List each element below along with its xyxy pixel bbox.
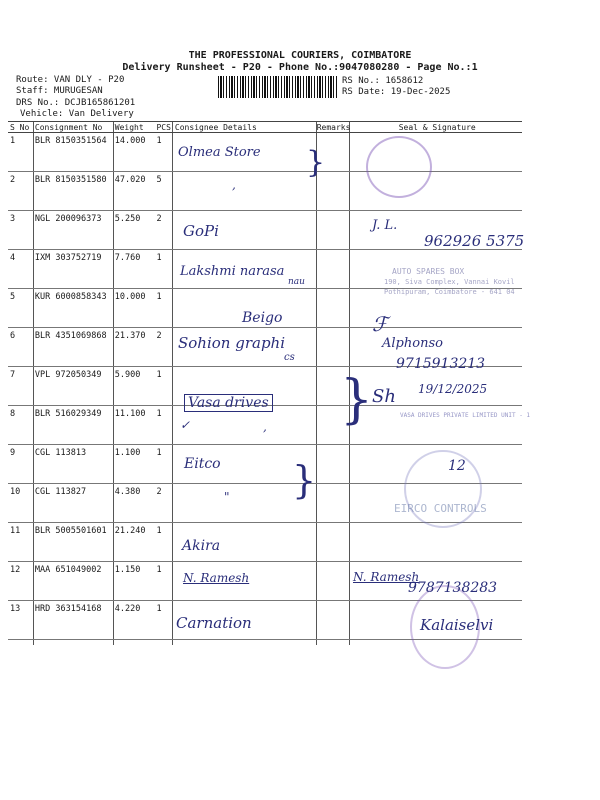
- pcs: 2: [154, 211, 172, 250]
- ditto-mark: ,: [232, 178, 236, 192]
- round-stamp: [366, 136, 432, 198]
- col-consignee: Consignee Details: [173, 122, 315, 133]
- handwritten-signature: ℱ: [372, 312, 388, 336]
- handwritten-brace: }: [340, 370, 374, 430]
- consignment-no: MAA 651049002: [33, 562, 113, 601]
- sno: 12: [8, 562, 33, 601]
- handwritten-consignee: Beigo: [242, 310, 283, 326]
- stamp-text: 190, Siva Complex, Vannai Kovil: [384, 278, 515, 286]
- weight: 5.250: [113, 211, 155, 250]
- company-title: THE PROFESSIONAL COURIERS, COIMBATORE: [188, 50, 412, 61]
- ditto-mark: ,: [263, 420, 267, 434]
- sno: 8: [8, 406, 33, 445]
- consignment-no: BLR 4351069868: [33, 328, 113, 367]
- handwritten-consignee: GoPi: [183, 222, 219, 240]
- round-stamp: [404, 450, 482, 528]
- pcs: 1: [154, 523, 172, 562]
- consignment-no: BLR 8150351564: [33, 133, 113, 172]
- consignment-no: CGL 113827: [33, 484, 113, 523]
- handwritten-consignee: Sohion graphi: [178, 334, 285, 352]
- handwritten-signature: N. Ramesh: [353, 570, 420, 584]
- weight: 47.020: [113, 172, 155, 211]
- handwritten-phone: 9715913213: [396, 356, 486, 372]
- table-row: [8, 133, 522, 172]
- handwritten-signature: Alphonso: [382, 336, 443, 351]
- staff-label: Staff: MURUGESAN: [16, 86, 103, 96]
- sno: 5: [8, 289, 33, 328]
- sno: 4: [8, 250, 33, 289]
- handwritten-date: 19/12/2025: [418, 382, 488, 396]
- col-pcs: PCS: [156, 122, 171, 132]
- weight: 4.380: [113, 484, 155, 523]
- runsheet-subtitle: Delivery Runsheet - P20 - Phone No.:9047080280 - Page No.:1: [122, 62, 478, 73]
- rs-date: RS Date: 19-Dec-2025: [342, 87, 451, 97]
- sno: 10: [8, 484, 33, 523]
- pcs: 1: [154, 289, 172, 328]
- stamp-text: AUTO SPARES BOX: [392, 267, 465, 276]
- consignment-no: NGL 200096373: [33, 211, 113, 250]
- sno: 9: [8, 445, 33, 484]
- stamp-text: VASA DRIVES PRIVATE LIMITED UNIT - 1: [400, 412, 531, 419]
- col-weight: Weight: [113, 122, 155, 133]
- weight: 4.220: [113, 601, 155, 640]
- col-sno: S No: [8, 122, 33, 133]
- handwritten-signature: Sh: [372, 386, 396, 407]
- consignment-no: VPL 972050349: [33, 367, 113, 406]
- handwritten-consignee: Carnation: [176, 614, 252, 632]
- sno: 3: [8, 211, 33, 250]
- weight: 1.100: [113, 445, 155, 484]
- col-remarks: Remarks: [316, 122, 351, 132]
- pcs: 1: [154, 406, 172, 445]
- col-seal: Seal & Signature: [352, 122, 522, 133]
- handwritten-consignee: Vasa drives: [184, 394, 273, 412]
- barcode: [218, 76, 338, 98]
- rs-number: RS No.: 1658612: [342, 76, 424, 86]
- weight: 11.100: [113, 406, 155, 445]
- handwritten-brace: }: [306, 145, 326, 180]
- drs-label: DRS No.: DCJB165861201: [16, 98, 136, 108]
- weight: 1.150: [113, 562, 155, 601]
- pcs: 5: [154, 172, 172, 211]
- stamp-text: EIRCO CONTROLS: [394, 502, 487, 515]
- pcs: 2: [154, 328, 172, 367]
- vehicle-label: Vehicle: Van Delivery: [20, 109, 134, 119]
- runsheet-table: [8, 121, 525, 640]
- handwritten-consignee: Lakshmi narasa: [180, 264, 285, 279]
- weight: 5.900: [113, 367, 155, 406]
- pcs: 1: [154, 367, 172, 406]
- sno: 11: [8, 523, 33, 562]
- weight: 14.000: [113, 133, 155, 172]
- pcs: 1: [154, 445, 172, 484]
- weight: 21.240: [113, 523, 155, 562]
- consignment-no: BLR 8150351580: [33, 172, 113, 211]
- handwritten-signature: 12: [448, 458, 466, 474]
- weight: 7.760: [113, 250, 155, 289]
- weight: 10.000: [113, 289, 155, 328]
- table-header-row: [8, 122, 522, 133]
- sno: 13: [8, 601, 33, 640]
- handwritten-consignee: nau: [288, 277, 305, 287]
- handwritten-signature: Kalaiselvi: [420, 616, 494, 634]
- consignment-no: KUR 6000858343: [33, 289, 113, 328]
- stamp-text: Pothipuram, Coimbatore - 641 04: [384, 288, 515, 296]
- table-row: [8, 523, 522, 562]
- handwritten-signature: J. L.: [372, 218, 398, 233]
- pcs: 1: [154, 133, 172, 172]
- consignment-no: HRD 363154168: [33, 601, 113, 640]
- consignment-no: CGL 113813: [33, 445, 113, 484]
- tick-mark: ✓: [180, 418, 191, 432]
- weight: 21.370: [113, 328, 155, 367]
- sno: 7: [8, 367, 33, 406]
- handwritten-phone: 962926 5375: [424, 232, 525, 250]
- sno: 1: [8, 133, 33, 172]
- ditto-mark: ": [224, 490, 230, 504]
- handwritten-consignee: Olmea Store: [178, 145, 261, 160]
- handwritten-consignee: N. Ramesh: [183, 571, 250, 585]
- consignment-no: IXM 303752719: [33, 250, 113, 289]
- pcs: 1: [154, 562, 172, 601]
- pcs: 1: [154, 601, 172, 640]
- table-row: [8, 172, 522, 211]
- sno: 2: [8, 172, 33, 211]
- col-consignment: Consignment No: [33, 122, 113, 133]
- handwritten-consignee: Akira: [182, 538, 221, 554]
- consignment-no: BLR 516029349: [33, 406, 113, 445]
- sno: 6: [8, 328, 33, 367]
- pcs: 1: [154, 250, 172, 289]
- handwritten-consignee: Eitco: [184, 456, 221, 472]
- handwritten-phone: 9787138283: [408, 580, 498, 596]
- handwritten-brace: }: [292, 458, 317, 502]
- handwritten-consignee: cs: [284, 352, 295, 363]
- route-label: Route: VAN DLY - P20: [16, 75, 125, 85]
- pcs: 2: [154, 484, 172, 523]
- consignment-no: BLR 5005501601: [33, 523, 113, 562]
